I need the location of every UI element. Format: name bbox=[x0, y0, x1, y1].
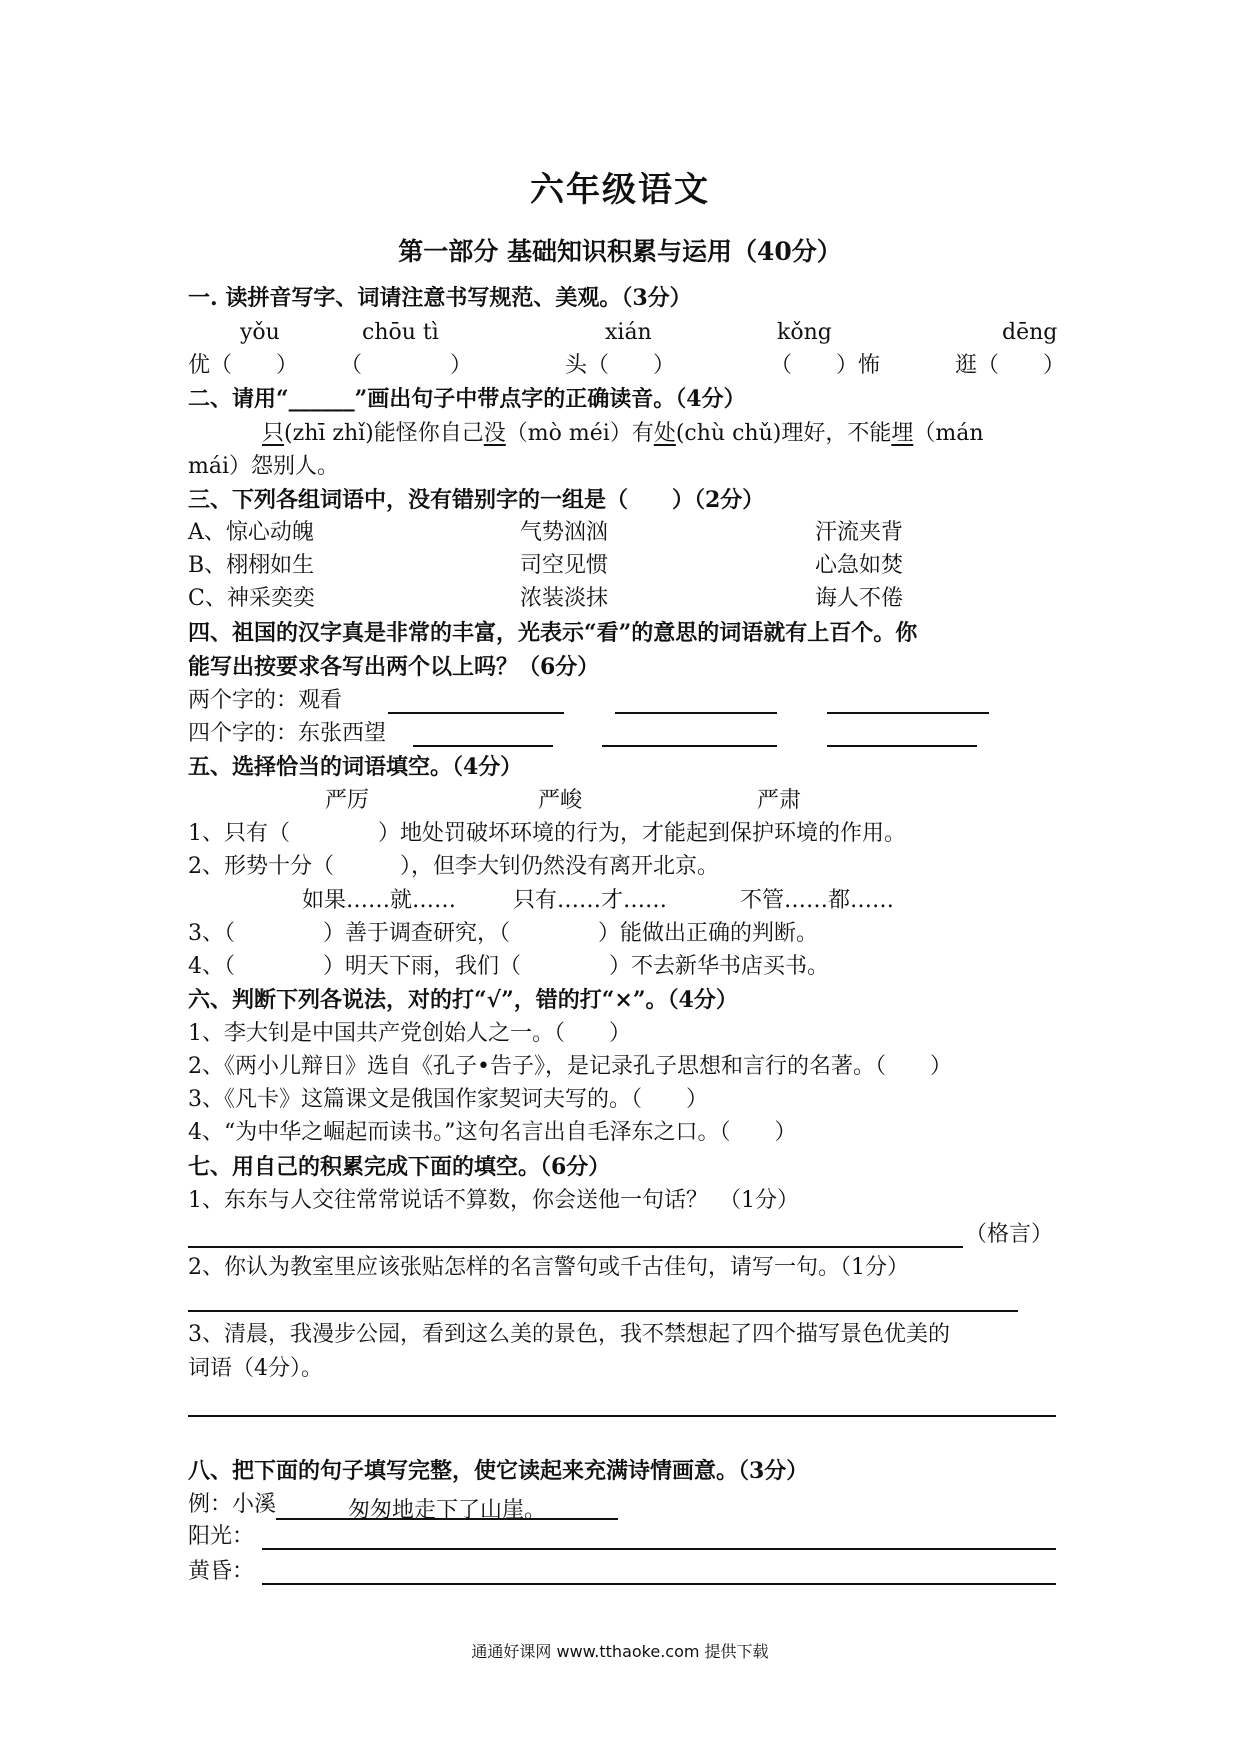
q7-answer-line-3[interactable] bbox=[188, 1415, 1056, 1417]
q6-item-1: 1、李大钊是中国共产党创始人之一。（ ） bbox=[188, 1021, 631, 1046]
q1-blank-3: 头（ ） bbox=[565, 353, 676, 378]
q5-sentence-4: 4、（ ）明天下雨，我们（ ）不去新华书店买书。 bbox=[188, 954, 829, 979]
q3-option-a-2: 气势汹汹 bbox=[520, 520, 609, 545]
q2-sentence-text: (zhī zhǐ)能怪你自己 bbox=[284, 421, 484, 446]
q5-sentence-1: 1、只有（ ）地处罚破坏环境的行为，才能起到保护环境的作用。 bbox=[188, 821, 906, 846]
q7-heading: 七、用自己的积累完成下面的填空。（6分） bbox=[188, 1154, 611, 1180]
q8-example-answer bbox=[276, 1496, 618, 1523]
q4-row-four-char: 四个字的：东张西望 bbox=[188, 721, 387, 746]
q4-answer-line-6[interactable] bbox=[827, 745, 977, 747]
q3-option-c: C、神采奕奕 bbox=[188, 586, 315, 611]
q4-answer-line-3[interactable] bbox=[827, 712, 989, 714]
q2-marked-char: 处 bbox=[653, 421, 676, 446]
q1-pinyin-1: yǒu bbox=[240, 320, 280, 345]
q1-blank-2: （ ） bbox=[340, 353, 473, 378]
q3-option-b-3: 心急如焚 bbox=[815, 553, 904, 578]
q7-answer-line-2[interactable] bbox=[188, 1310, 1018, 1312]
q4-heading-line-1: 四、祖国的汉字真是非常的丰富，光表示“看”的意思的词语就有上百个。你 bbox=[188, 620, 918, 646]
q8-example-label: 例：小溪 bbox=[188, 1492, 277, 1517]
q8-example bbox=[188, 1490, 618, 1523]
q5-word-2: 严峻 bbox=[538, 788, 583, 813]
q2-sentence-text: (chù chǔ)理好，不能 bbox=[675, 421, 892, 446]
q4-answer-line-1[interactable] bbox=[388, 712, 564, 714]
q4-answer-line-2[interactable] bbox=[615, 712, 777, 714]
q1-blank-5: 逛（ ） bbox=[955, 353, 1066, 378]
q7-item-3-line-2: 词语（4分）。 bbox=[188, 1356, 323, 1381]
q3-option-c-3: 诲人不倦 bbox=[815, 586, 904, 611]
q8-answer-line-1[interactable] bbox=[262, 1548, 1056, 1550]
q1-pinyin-3: xián bbox=[605, 320, 652, 345]
q8-line-sunlight: 阳光： bbox=[188, 1524, 255, 1549]
q5-word-1: 严厉 bbox=[325, 788, 370, 813]
q5-sentence-3: 3、（ ）善于调查研究，（ ）能做出正确的判断。 bbox=[188, 921, 818, 946]
section-title: 第一部分 基础知识积累与运用（40分） bbox=[398, 237, 842, 266]
q8-answer-line-2[interactable] bbox=[262, 1583, 1056, 1585]
q3-option-a-3: 汗流夹背 bbox=[815, 520, 904, 545]
q6-item-3: 3、《凡卡》这篇课文是俄国作家契诃夫写的。（ ） bbox=[188, 1087, 708, 1112]
q8-example-text: 匆匆地走下了山崖。 bbox=[348, 1498, 547, 1523]
footer-credit: 通通好课网 www.tthaoke.com 提供下载 bbox=[471, 1642, 769, 1661]
q7-item-2: 2、你认为教室里应该张贴怎样的名言警句或千古佳句，请写一句。（1分） bbox=[188, 1255, 909, 1280]
q7-item-1-tag: （格言） bbox=[965, 1222, 1054, 1247]
q5-conjunction-2: 只有……才…… bbox=[513, 888, 668, 913]
q5-word-3: 严肃 bbox=[757, 788, 802, 813]
q1-pinyin-4: kǒng bbox=[777, 320, 832, 345]
q3-heading: 三、下列各组词语中，没有错别字的一组是（ ）（2分） bbox=[188, 487, 765, 513]
q2-sentence-line-2: mái）怨别人。 bbox=[188, 454, 340, 479]
q2-sentence-text: （mò méi）有 bbox=[505, 421, 654, 446]
q3-option-c-2: 浓装淡抹 bbox=[520, 586, 609, 611]
q3-option-b-2: 司空见惯 bbox=[520, 553, 609, 578]
q5-conjunction-1: 如果……就…… bbox=[302, 888, 457, 913]
q6-item-4: 4、“为中华之崛起而读书。”这句名言出自毛泽东之口。（ ） bbox=[188, 1120, 797, 1145]
q3-option-a: A、惊心动魄 bbox=[188, 520, 314, 545]
q2-heading: 二、请用“______”画出句子中带点字的正确读音。（4分） bbox=[188, 386, 746, 412]
q8-line-dusk: 黄昏： bbox=[188, 1559, 255, 1584]
page-title: 六年级语文 bbox=[530, 170, 710, 210]
q1-pinyin-5: dēng bbox=[1002, 320, 1058, 345]
q1-blank-4: （ ）怖 bbox=[770, 353, 881, 378]
q4-answer-line-4[interactable] bbox=[413, 745, 553, 747]
q6-heading: 六、判断下列各说法，对的打“√”，错的打“×”。（4分） bbox=[188, 987, 738, 1013]
q4-answer-line-5[interactable] bbox=[602, 745, 777, 747]
q2-sentence-text: （mán bbox=[913, 421, 984, 446]
q2-sentence-line-1 bbox=[262, 419, 984, 449]
q5-conjunction-3: 不管……都…… bbox=[740, 888, 895, 913]
q7-answer-line-1[interactable] bbox=[188, 1246, 963, 1248]
q7-item-1: 1、东东与人交往常常说话不算数，你会送他一句话？ （1分） bbox=[188, 1188, 799, 1213]
q7-item-3-line-1: 3、清晨，我漫步公园，看到这么美的景色，我不禁想起了四个描写景色优美的 bbox=[188, 1322, 950, 1347]
q4-row-two-char: 两个字的：观看 bbox=[188, 688, 343, 713]
q2-marked-char: 只 bbox=[262, 421, 285, 446]
q5-sentence-2: 2、形势十分（ ），但李大钊仍然没有离开北京。 bbox=[188, 854, 719, 879]
q5-heading: 五、选择恰当的词语填空。（4分） bbox=[188, 754, 523, 780]
q8-heading: 八、把下面的句子填写完整，使它读起来充满诗情画意。（3分） bbox=[188, 1458, 809, 1484]
q4-heading-line-2: 能写出按要求各写出两个以上吗？（6分） bbox=[188, 654, 600, 680]
q6-item-2: 2、《两小儿辩日》选自《孔子•告子》，是记录孔子思想和言行的名著。（ ） bbox=[188, 1054, 952, 1079]
q3-option-b: B、栩栩如生 bbox=[188, 553, 315, 578]
q1-heading: 一. 读拼音写字、词请注意书写规范、美观。（3分） bbox=[188, 285, 692, 311]
q2-marked-char: 没 bbox=[483, 421, 506, 446]
q1-pinyin-2: chōu tì bbox=[362, 320, 439, 345]
q2-marked-char: 埋 bbox=[891, 421, 914, 446]
q1-blank-1: 优（ ） bbox=[188, 353, 299, 378]
